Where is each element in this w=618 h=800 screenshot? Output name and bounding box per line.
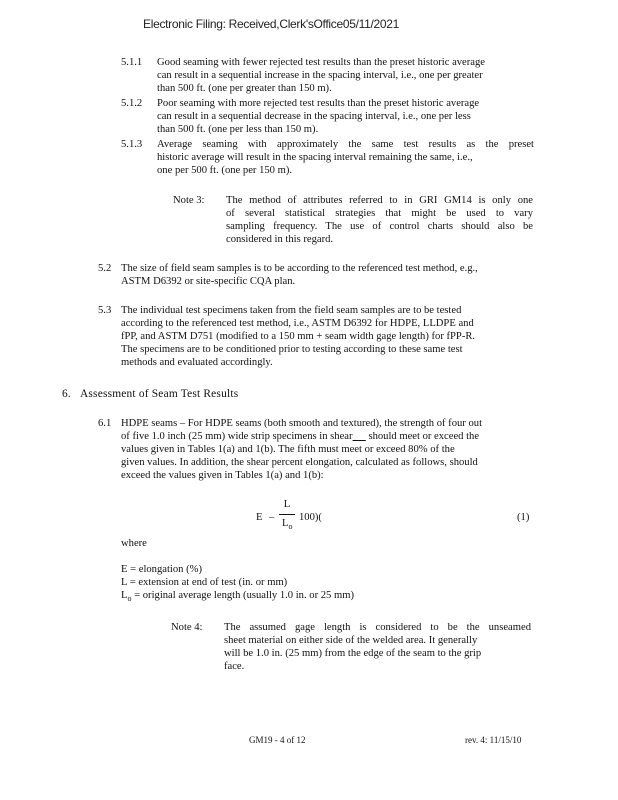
note-line: sheet material on either side of the welded area. It generally — [224, 635, 478, 646]
equation-denominator — [282, 517, 292, 533]
denominator-symbol: L — [282, 518, 289, 529]
note-line: The assumed gage length is considered to be the unseamed — [224, 622, 531, 633]
page-number: GM19 - 4 of 12 — [249, 735, 306, 745]
paragraph-line: methods and evaluated accordingly. — [121, 357, 273, 368]
item-number: 5.3 — [98, 305, 112, 316]
revision-label: rev. 4: 11/15/10 — [465, 735, 522, 745]
equation-lhs: E — [256, 512, 263, 523]
underline-blank — [353, 431, 366, 442]
list-item-line: one per 500 ft. (one per 150 m). — [157, 165, 293, 176]
item-number: 6.1 — [98, 418, 112, 429]
paragraph-line — [121, 430, 479, 443]
paragraph-line: fPP, and ASTM D751 (modified to a 150 mm + seam width gage length) for fPP-R. — [121, 331, 476, 342]
list-item-line: Poor seaming with more rejected test results than the preset historic average — [157, 98, 480, 109]
text-run: of five 1.0 inch (25 mm) wide strip specimens in shear — [121, 431, 353, 442]
list-item-line: historic average will result in the spacing interval remaining the same, i.e., — [157, 152, 473, 163]
definition-line: E = elongation (%) — [121, 564, 202, 575]
paragraph-line: The size of field seam samples is to be according to the referenced test method, e.g., — [121, 263, 478, 274]
item-number: 5.1.3 — [121, 139, 143, 150]
fraction-bar — [279, 514, 295, 515]
text-run: should meet or exceed the — [365, 431, 480, 442]
list-item-line: can result in a sequential increase in the spacing interval, i.e., one per greater — [157, 70, 483, 81]
section-number: 6. — [62, 388, 71, 400]
definition-line: L = extension at end of test (in. or mm) — [121, 577, 288, 588]
paragraph-line: given values. In addition, the shear percent elongation, calculated as follows, should — [121, 457, 478, 468]
note-label: Note 3: — [173, 195, 205, 206]
paragraph-line: exceed the values given in Tables 1(a) and 1(b): — [121, 470, 324, 481]
list-item-line: than 500 ft. (one per greater than 150 m). — [157, 83, 332, 94]
note-line: The method of attributes referred to in GRI GM14 is only one — [226, 195, 533, 206]
definition-subscript: o — [127, 594, 132, 604]
item-number: 5.1.2 — [121, 98, 143, 109]
item-number: 5.1.1 — [121, 57, 143, 68]
list-item-line: than 500 ft. (one per less than 150 m). — [157, 124, 319, 135]
paragraph-line: The specimens are to be conditioned prior to testing according to these same test — [121, 344, 463, 355]
list-item-line: Good seaming with fewer rejected test results than the preset historic average — [157, 57, 485, 68]
note-line: considered in this regard. — [226, 234, 334, 245]
list-item-line: Average seaming with approximately the same test results as the preset — [157, 139, 534, 150]
paragraph-line: HDPE seams – For HDPE seams (both smooth and textured), the strength of four out — [121, 418, 483, 429]
note-line: of several statistical strategies that might be used to vary — [226, 208, 533, 219]
note-line: face. — [224, 661, 245, 672]
definition-text: = original average length (usually 1.0 in. or 25 mm) — [131, 590, 354, 601]
definition-line — [121, 589, 354, 605]
list-item-line: can result in a sequential decrease in the spacing interval, i.e., one per less — [157, 111, 471, 122]
note-label: Note 4: — [171, 622, 203, 633]
denominator-subscript: o — [288, 522, 293, 532]
where-label: where — [121, 538, 147, 549]
item-number: 5.2 — [98, 263, 112, 274]
paragraph-line: values given in Tables 1(a) and 1(b). The fifth must meet or exceed 80% of the — [121, 444, 455, 455]
paragraph-line: according to the referenced test method, i.e., ASTM D6392 for HDPE, LLDPE and — [121, 318, 474, 329]
note-line: will be 1.0 in. (25 mm) from the edge of the seam to the grip — [224, 648, 482, 659]
note-line: sampling frequency. The use of control charts should also be — [226, 221, 533, 232]
equation-tail: 100)( — [299, 512, 322, 523]
section-heading: Assessment of Seam Test Results — [80, 388, 239, 400]
equation-operator: – — [269, 512, 275, 523]
filing-stamp: Electronic Filing: Received,Clerk'sOffice05/11/2021 — [143, 17, 400, 31]
paragraph-line: The individual test specimens taken from the field seam samples are to be tested — [121, 305, 462, 316]
equation-label: (1) — [517, 512, 530, 523]
equation-numerator: L — [283, 499, 291, 510]
paragraph-line: ASTM D6392 or site-specific CQA plan. — [121, 276, 296, 287]
definition-symbol: L — [121, 590, 128, 601]
